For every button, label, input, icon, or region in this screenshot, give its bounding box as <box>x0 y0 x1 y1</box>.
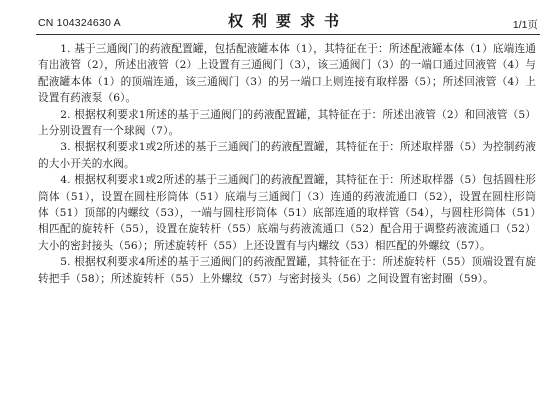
claims-body <box>38 41 536 287</box>
claim-5: 5. 根据权利要求4所述的基于三通阀门的药液配置罐，其特征在于：所述旋转杆（55）顶端设置有旋转把手（58）；所述旋转杆（55）上外螺纹（57）与密封接头（56）之间设置有密封圈（59）。 <box>38 256 536 285</box>
page-number: 1/1页 <box>512 19 538 31</box>
document-id: CN 104324630 A <box>38 17 121 29</box>
claim-3: 3. 根据权利要求1或2所述的基于三通阀门的药液配置罐，其特征在于：所述取样器（5）为控制药液的大小开关的水阀。 <box>38 141 536 170</box>
claim-4: 4. 根据权利要求1或2所述的基于三通阀门的药液配置罐，其特征在于：所述取样器（5）包括圆柱形筒体（51），设置在圆柱形筒体（51）底端与三通阀门（3）连通的药液流通口（52），设置在圆柱形筒体（51）顶部的内螺纹（53），一端与圆柱形筒体（51）底部连通的取样管（54），与圆柱形筒体（51）相匹配的旋转杆（55），设置在旋转杆（55）底端与药液流通口（52）配合用于调整药液流通口（52）大小的密封接头（56）；所述旋转杆（55）上还设置有与内螺纹（53）相匹配的外螺纹（57）。 <box>38 174 536 252</box>
header-divider <box>36 34 540 35</box>
claim-1: 1. 基于三通阀门的药液配置罐，包括配液罐本体（1），其特征在于：所述配液罐本体（1）底端连通有出液管（2），所述出液管（2）上设置有三通阀门（3），该三通阀门（3）的一端口通过回液管（4）与配液罐本体（1）的顶端连通，该三通阀门（3）的另一端口上则连接有取样器（5）；所述回液管（4）上设置有药液泵（6）。 <box>38 43 536 105</box>
page-title: 权利要求书 <box>227 12 348 30</box>
page-header <box>38 10 538 32</box>
claim-2: 2. 根据权利要求1所述的基于三通阀门的药液配置罐，其特征在于：所述出液管（2）和回液管（5）上分别设置有一个球阀（7）。 <box>38 108 536 138</box>
